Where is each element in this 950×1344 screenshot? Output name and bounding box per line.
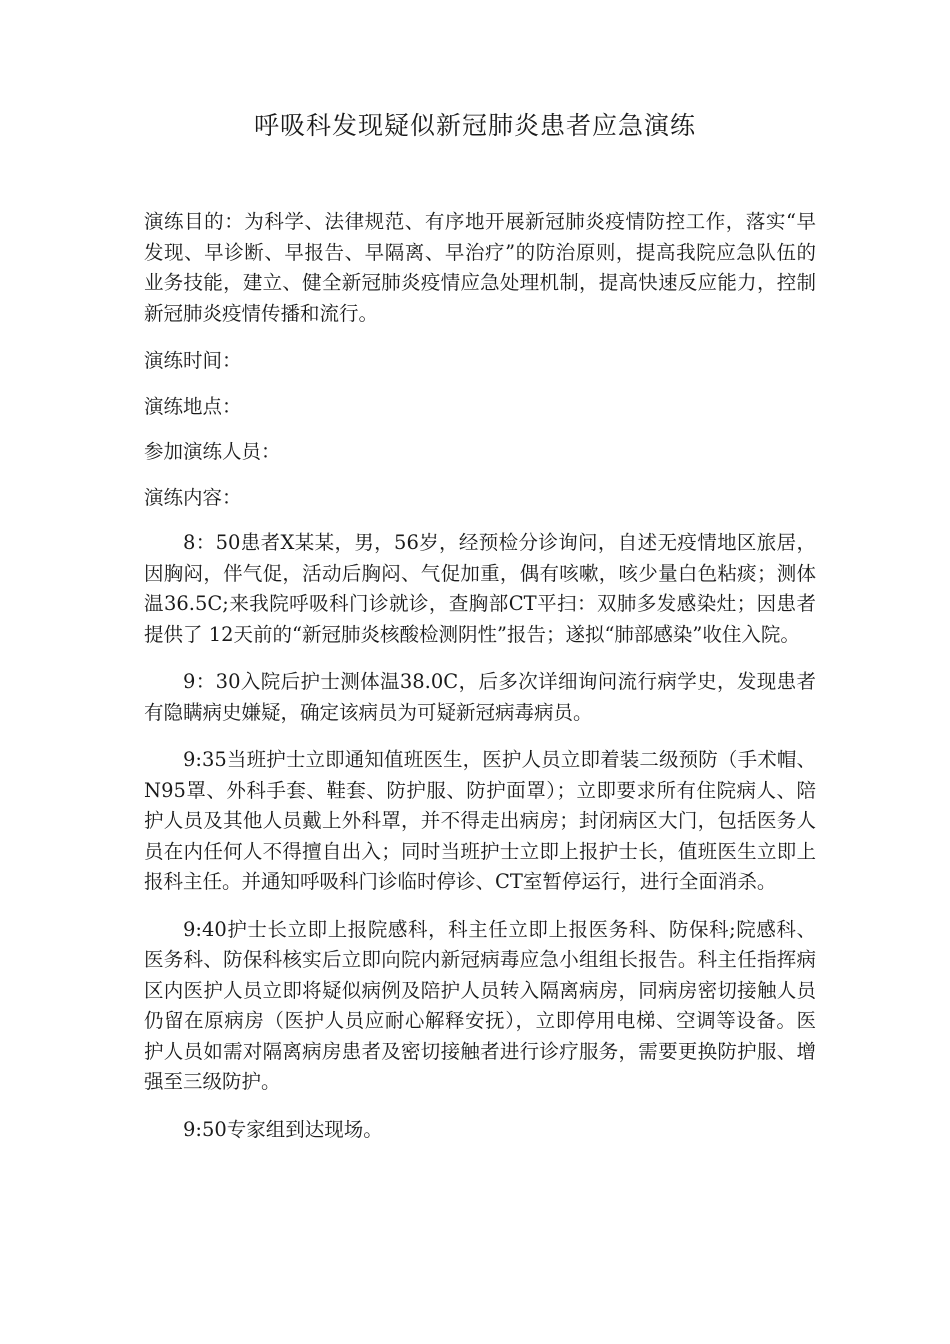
drill-step-paragraph: 8：50患者X某某，男，56岁，经预检分诊询问，自述无疫情地区旅居，因胸闷，伴气促，活动后胸闷、气促加重，偶有咳嗽，咳少量白色粘痰；测体温36.5C;来我院呼吸科门诊就诊，查胸部CT平扫：双肺多发感染灶；因患者提供了 12天前的“新冠肺炎核酸检测阴性”报告；遂拟“肺部感染”收住入院。 — [144, 531, 816, 646]
drill-step-paragraph: 9：30入院后护士测体温38.0C，后多次详细询问流行病学史，发现患者有隐瞒病史嫌疑，确定该病员为可疑新冠病毒病员。 — [144, 670, 816, 724]
drill-content-label: 演练内容： — [144, 485, 242, 509]
document-body — [144, 207, 816, 1162]
drill-purpose-paragraph: 演练目的：为科学、法律规范、有序地开展新冠肺炎疫情防控工作，落实“早发现、早诊断、早报告、早隔离、早治疗”的防治原则，提高我院应急队伍的业务技能，建立、健全新冠肺炎疫情应急处理机制，提高快速反应能力，控制新冠肺炎疫情传播和流行。 — [144, 210, 816, 325]
document-title: 呼吸科发现疑似新冠肺炎患者应急演练 — [253, 111, 696, 140]
drill-step-paragraph: 9:40护士长立即上报院感科，科主任立即上报医务科、防保科;院感科、医务科、防保科核实后立即向院内新冠病毒应急小组组长报告。科主任指挥病区内医护人员立即将疑似病例及陪护人员转入隔离病房，同病房密切接触人员仍留在原病房（医护人员应耐心解释安抚），立即停用电梯、空调等设备。医护人员如需对隔离病房患者及密切接触者进行诊疗服务，需要更换防护服、增强至三级防护。 — [144, 917, 816, 1093]
drill-step-paragraph: 9:35当班护士立即通知值班医生，医护人员立即着装二级预防（手术帽、N95罩、外科手套、鞋套、防护服、防护面罩）；立即要求所有住院病人、陪护人员及其他人员戴上外科罩，并不得走出病房；封闭病区大门，包括医务人员在内任何人不得擅自出入；同时当班护士立即上报护士长，值班医生立即上报科主任。并通知呼吸科门诊临时停诊、CT室暂停运行，进行全面消杀。 — [144, 748, 816, 893]
drill-step-paragraph: 9:50专家组到达现场。 — [183, 1117, 383, 1141]
drill-participants-label: 参加演练人员： — [144, 440, 281, 463]
drill-location-label: 演练地点： — [144, 394, 242, 418]
drill-time-label: 演练时间： — [144, 349, 242, 372]
